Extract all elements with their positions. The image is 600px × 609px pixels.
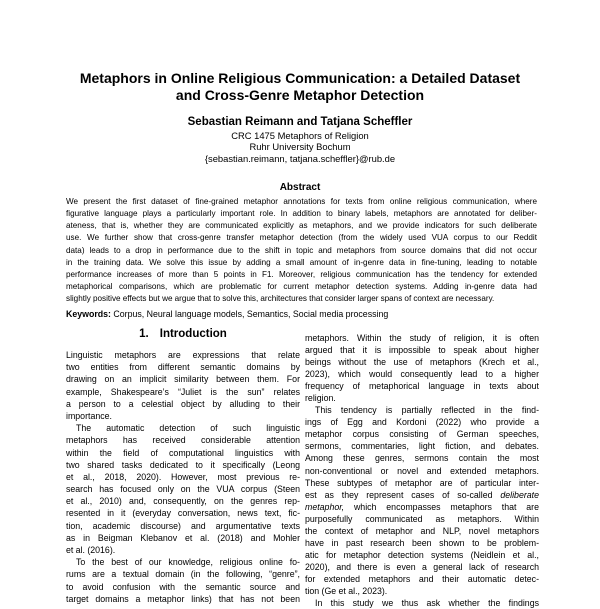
title-line-2: and Cross-Genre Metaphor Detection [175, 87, 425, 103]
text-line: argued that it is impossible to speak about higher [305, 345, 539, 356]
text-line: as in Beigman Klebanov et al. (2018) and Mohler [66, 532, 300, 543]
text-line: search has focused only on the VUA corpus (Steen [66, 484, 300, 495]
text-line: 2020), and there is even a general lack of research [305, 561, 539, 572]
paper-title [30, 70, 570, 104]
text-line: ateness, that is, whether they are communicated explicitly as metaphors, and we provide indicators for such deliberate [66, 221, 537, 231]
text-line: importance. [66, 410, 112, 421]
keywords-line [66, 308, 540, 320]
text-line: Among these genres, sermons contain the most [305, 453, 539, 464]
text-line: slightly positive effects but we argue that to solve this, architectures that consider larger spans of context are necessary. [66, 294, 495, 304]
keywords-text: Corpus, Neural language models, Semantics, Social media processing [110, 309, 389, 319]
text-line: the context of metaphor and NLP, novel metaphors [305, 525, 539, 536]
text-line: metaphor, which encompasses metaphors that are [305, 501, 539, 512]
text-line: ings of Egg and Kordoni (2022) who provide a [305, 417, 539, 428]
text-line: In this study we thus ask whether the findings [315, 598, 539, 609]
text-line: et al., 2010) and, consequently, on the genres rep- [66, 496, 300, 507]
text-line: This tendency is partially reflected in the find- [315, 405, 539, 416]
text-line: use. We further show that cross-genre transfer metaphor detection (from the widely used VUA corpus to our Reddit [66, 233, 537, 243]
text-line: within the field of computational linguistics with [66, 447, 300, 458]
text-line: metaphorical comparisons, which are problematic for current metaphor detection systems. Adding in-genre data had [66, 281, 537, 291]
text-line: tion (Ge et al., 2023). [305, 585, 388, 596]
text-line: have in past research been shown to be problem- [305, 537, 539, 548]
text-line: figurative language plays a particularly important role. In addition to binary labels, metaphors are annotated for deliber- [66, 209, 537, 219]
abstract-body [66, 196, 537, 305]
text-line: in the training data. We solve this issue by adding a small amount of in-genre data in fine-tuning, leading to notable [66, 257, 537, 267]
text-line: sermons, commentaries, light fiction, and debates. [305, 441, 539, 452]
text-line: rums are a textual domain (in the following, “genre”, [66, 569, 300, 580]
authors: Sebastian Reimann and Tatjana Scheffler [187, 116, 413, 128]
text-line: To the best of our knowledge, religious online fo- [76, 557, 300, 568]
keywords-label: Keywords: [66, 309, 111, 319]
affiliation-group: CRC 1475 Metaphors of Religion [231, 130, 369, 141]
text-line: tion, academic discourse) and argumentative texts [66, 520, 300, 531]
text-line: example, Shakespeare’s “Juliet is the sun” relates [66, 386, 300, 397]
text-line: metaphors. Within the study of religion, it is often [305, 333, 539, 343]
affiliation-block [0, 130, 600, 164]
text-line: 2023), which would consequently lead to a higher [305, 369, 539, 380]
text-line: metaphor corpus consisting of German speeches, [305, 429, 539, 440]
text-line: est as they represent cases of so-called deliberate [305, 489, 539, 500]
text-line: beings without the use of metaphors (Krech et al., [305, 357, 539, 368]
text-line: two shared tasks dedicated to it specifically (Leong [66, 459, 300, 470]
text-line: et al. (2016). [66, 545, 116, 555]
affiliation-university: Ruhr University Bochum [249, 141, 351, 153]
text-line: two entities from different semantic domains by [66, 362, 300, 373]
text-line: frequency of metaphorical language in texts about [305, 381, 539, 392]
text-line: These subtypes of metaphor are of particular inter- [305, 477, 539, 488]
text-line: target domains a metaphor links) that has not been [66, 593, 300, 604]
text-line: drawing on an implicit similarity between them. For [66, 374, 300, 385]
section-title: Introduction [159, 328, 227, 340]
text-line: religion. [305, 393, 336, 404]
text-line: Linguistic metaphors are expressions that relate [66, 350, 300, 360]
text-line: resented in it (everyday conversation, news text, fic- [66, 508, 300, 519]
text-line: to avoid confusion with the semantic source and [66, 581, 300, 592]
text-line: data) leads to a drop in performance due to the shift in topic and metaphors from source domains that did not occur [66, 245, 537, 255]
text-line: performance increases of more than 5 points in F1. Moreover, religious communication has the tendency for extended [66, 269, 537, 279]
left-column [66, 325, 300, 604]
text-line: non-conventional or novel and extended metaphors. [305, 465, 539, 476]
text-line: metaphors has received considerable attention [66, 435, 300, 446]
text-line: for extended metaphors and their automatic detec- [305, 573, 539, 584]
section-number: 1. [139, 328, 149, 340]
right-column [305, 332, 539, 609]
title-line-1: Metaphors in Online Religious Communication: a Detailed Dataset [79, 70, 521, 86]
text-line: purposefully communicated as metaphors. Within [305, 513, 539, 524]
text-line: The automatic detection of such linguistic [76, 423, 300, 434]
left-column-text [66, 349, 300, 605]
text-line: atic for metaphor detection systems (Neidlein et al., [305, 549, 539, 560]
text-line: et al., 2018, 2020). However, most previous re- [66, 471, 300, 482]
text-line: a person to a celestial object by alluding to their [66, 398, 300, 409]
affiliation-email: {sebastian.reimann, tatjana.scheffler}@rub.de [204, 152, 396, 164]
text-line: We present the first dataset of fine-grained metaphor annotations for texts from online religious communication, where [66, 197, 537, 206]
abstract-heading: Abstract [279, 182, 321, 193]
section-heading-introduction [66, 327, 300, 341]
